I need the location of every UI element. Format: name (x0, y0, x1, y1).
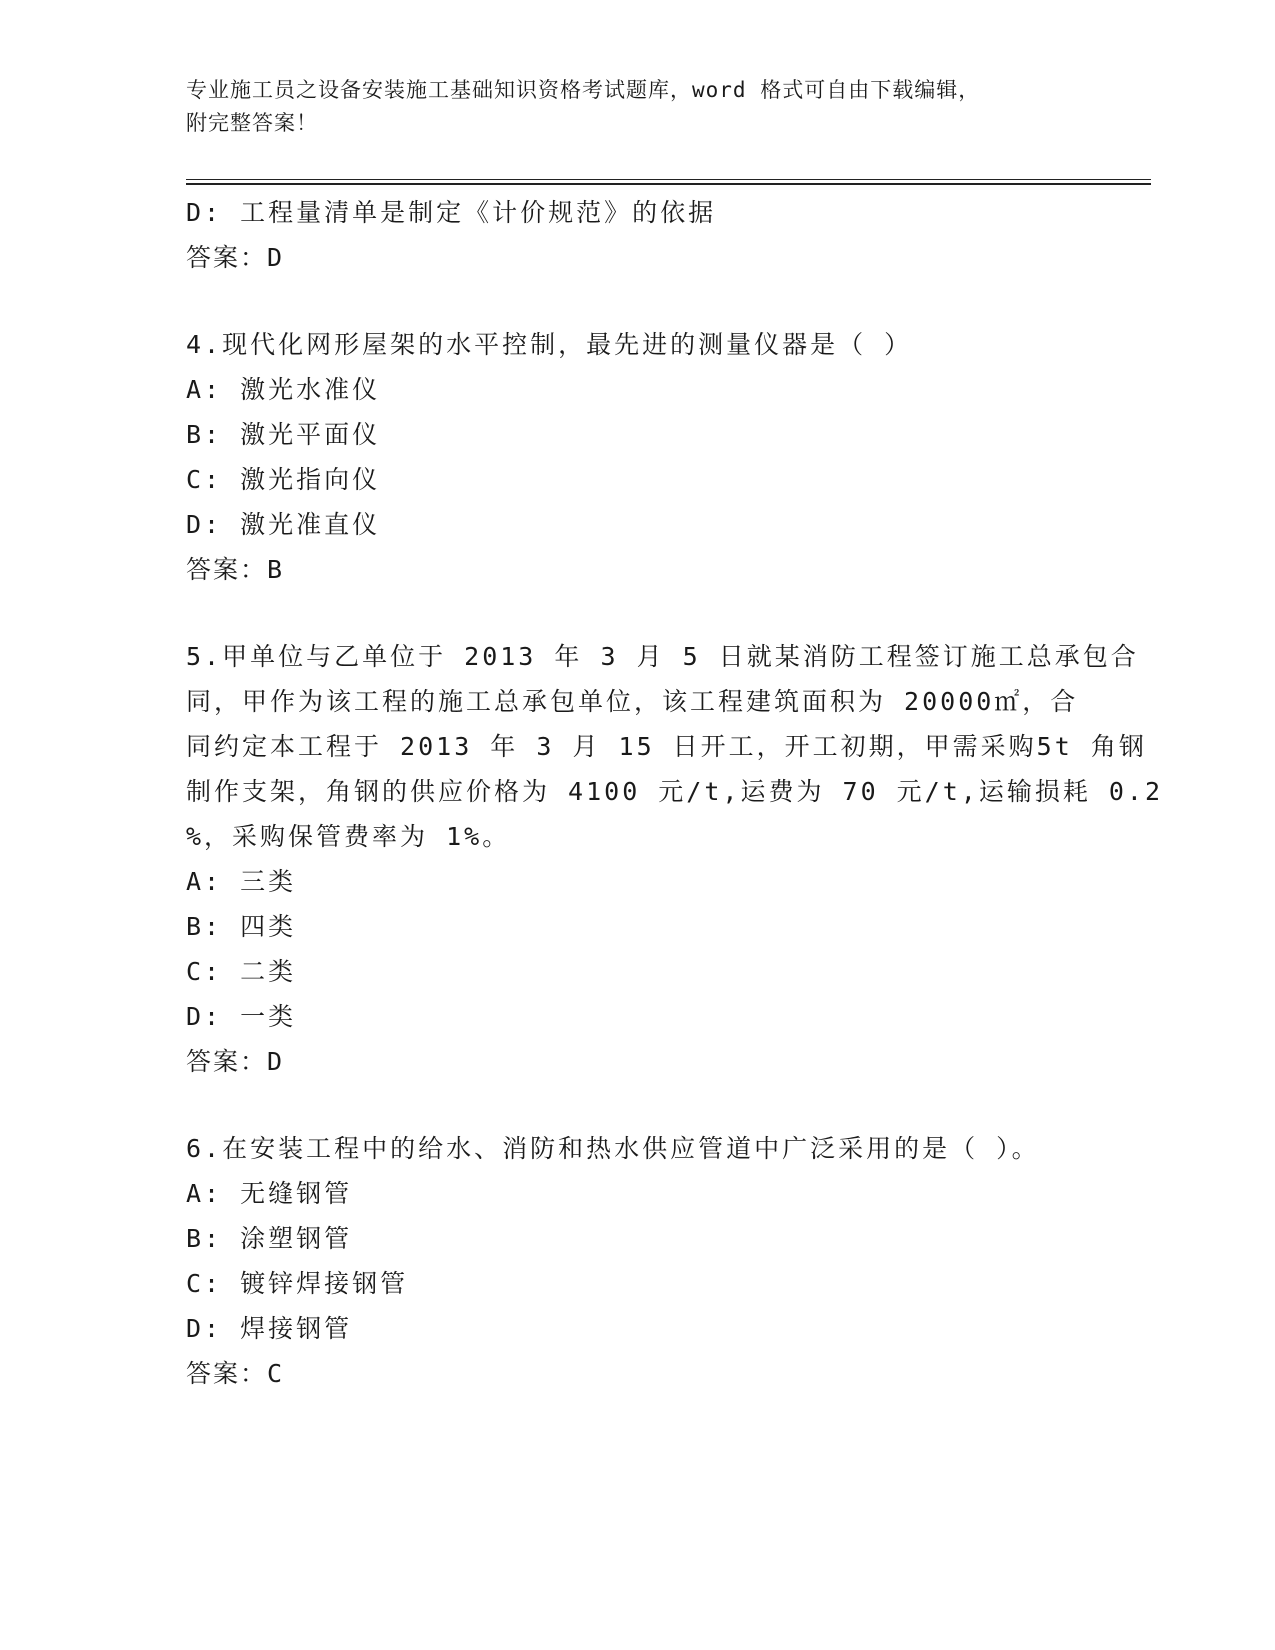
option-d: D: 一类 (186, 1002, 297, 1031)
option-b: B: 四类 (186, 912, 297, 941)
question-continuation (186, 190, 1086, 280)
header-divider-thick (186, 183, 1151, 185)
option-a: A: 激光水准仪 (186, 375, 381, 404)
option-d: D: 焊接钢管 (186, 1314, 353, 1343)
option-c: C: 镀锌焊接钢管 (186, 1269, 409, 1298)
option-c: C: 激光指向仪 (186, 465, 381, 494)
document-header (186, 74, 1086, 140)
header-line-2: 附完整答案！ (186, 111, 318, 135)
option-d: D: 工程量清单是制定《计价规范》的依据 (186, 198, 717, 227)
question-4 (186, 322, 1086, 592)
question-stem-line: 制作支架，角钢的供应价格为 4100 元/t,运费为 70 元/t,运输损耗 0.2 (186, 777, 1164, 806)
option-a: A: 三类 (186, 867, 297, 896)
option-b: B: 激光平面仪 (186, 420, 381, 449)
answer-line: 答案：D (186, 243, 285, 272)
option-a: A: 无缝钢管 (186, 1179, 353, 1208)
option-c: C: 二类 (186, 957, 297, 986)
header-divider-thin (186, 179, 1151, 180)
question-6 (186, 1126, 1086, 1396)
answer-line: 答案：C (186, 1359, 285, 1388)
question-stem-line: 同，甲作为该工程的施工总承包单位，该工程建筑面积为 20000㎡，合 (186, 687, 1079, 716)
question-stem-line: %，采购保管费率为 1%。 (186, 822, 511, 851)
question-stem: 6.在安装工程中的给水、消防和热水供应管道中广泛采用的是（ ）。 (186, 1134, 1040, 1163)
option-b: B: 涂塑钢管 (186, 1224, 353, 1253)
question-content (186, 190, 1164, 1396)
answer-line: 答案：D (186, 1047, 285, 1076)
answer-line: 答案：B (186, 555, 285, 584)
question-5 (186, 634, 1164, 1084)
question-stem-line: 同约定本工程于 2013 年 3 月 15 日开工，开工初期，甲需采购5t 角钢 (186, 732, 1147, 761)
option-d: D: 激光准直仪 (186, 510, 381, 539)
header-line-1: 专业施工员之设备安装施工基础知识资格考试题库，word 格式可自由下载编辑， (186, 78, 981, 102)
question-stem-line: 5.甲单位与乙单位于 2013 年 3 月 5 日就某消防工程签订施工总承包合 (186, 642, 1139, 671)
question-stem: 4.现代化网形屋架的水平控制，最先进的测量仪器是（ ） (186, 330, 913, 359)
